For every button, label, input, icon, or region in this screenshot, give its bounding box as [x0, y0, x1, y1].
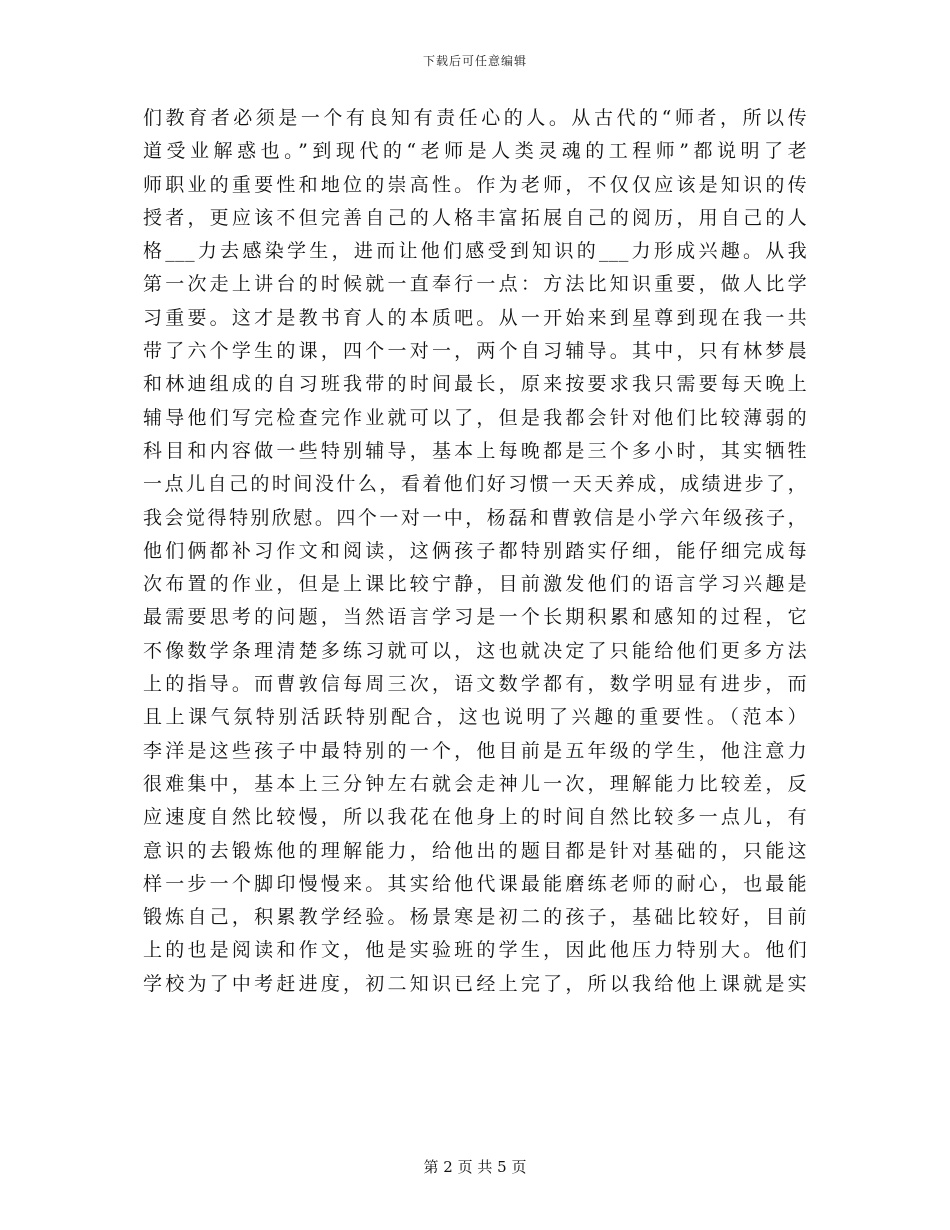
- text-line: 应速度自然比较慢，所以我花在他身上的时间自然比较多一点儿，有: [143, 806, 807, 829]
- text-line: 师职业的重要性和地位的崇高性。作为老师，不仅仅应该是知识的传: [143, 173, 807, 196]
- text-line: 辅导他们写完检查完作业就可以了，但是我都会针对他们比较薄弱的: [143, 406, 807, 429]
- text-line: 道受业解惑也。”到现代的“老师是人类灵魂的工程师”都说明了老: [143, 140, 807, 163]
- text-line: 最需要思考的问题，当然语言学习是一个长期积累和感知的过程，它: [143, 606, 807, 629]
- text-line: 学校为了中考赶进度，初二知识已经上完了，所以我给他上课就是实: [143, 972, 807, 995]
- text-line: 上的也是阅读和作文，他是实验班的学生，因此他压力特别大。他们: [143, 939, 807, 962]
- text-line: 不像数学条理清楚多练习就可以，这也就决定了只能给他们更多方法: [143, 639, 807, 662]
- text-line: 格___力去感染学生，进而让他们感受到知识的___力形成兴趣。从我: [143, 240, 807, 263]
- body-text: [143, 102, 807, 1001]
- text-line: 意识的去锻炼他的理解能力，给他出的题目都是针对基础的，只能这: [143, 839, 807, 862]
- text-line: 李洋是这些孩子中最特别的一个，他目前是五年级的学生，他注意力: [143, 739, 807, 762]
- text-line: 次布置的作业，但是上课比较宁静，目前激发他们的语言学习兴趣是: [143, 573, 807, 596]
- text-line: 一点儿自己的时间没什么，看着他们好习惯一天天养成，成绩进步了，: [143, 473, 807, 496]
- text-line: 很难集中，基本上三分钟左右就会走神儿一次，理解能力比较差，反: [143, 772, 807, 795]
- text-line: 们教育者必须是一个有良知有责任心的人。从古代的“师者，所以传: [143, 107, 807, 129]
- text-line: 他们俩都补习作文和阅读，这俩孩子都特别踏实仔细，能仔细完成每: [143, 539, 807, 562]
- text-line: 样一步一个脚印慢慢来。其实给他代课最能磨练老师的耐心，也最能: [143, 872, 807, 895]
- page-header: 下载后可任意编辑: [422, 54, 527, 68]
- text-line: 锻炼自己，积累教学经验。杨景寒是初二的孩子，基础比较好，目前: [143, 906, 807, 929]
- text-line: 科目和内容做一些特别辅导，基本上每晚都是三个多小时，其实牺牲: [143, 439, 807, 462]
- text-line: 且上课气氛特别活跃特别配合，这也说明了兴趣的重要性。（范本）: [143, 706, 807, 729]
- text-line: 带了六个学生的课，四个一对一，两个自习辅导。其中，只有林梦晨: [143, 340, 807, 363]
- text-line: 上的指导。而曹敦信每周三次，语文数学都有，数学明显有进步，而: [143, 673, 807, 696]
- text-line: 我会觉得特别欣慰。四个一对一中，杨磊和曹敦信是小学六年级孩子，: [143, 506, 807, 529]
- text-line: 和林迪组成的自习班我带的时间最长，原来按要求我只需要每天晚上: [143, 373, 807, 396]
- text-line: 习重要。这才是教书育人的本质吧。从一开始来到星尊到现在我一共: [143, 306, 807, 329]
- page-number: 第 2 页 共 5 页: [423, 1158, 527, 1176]
- text-line: 授者，更应该不但完善自己的人格丰富拓展自己的阅历，用自己的人: [143, 206, 807, 229]
- text-line: 第一次走上讲台的时候就一直奉行一点：方法比知识重要，做人比学: [143, 273, 807, 296]
